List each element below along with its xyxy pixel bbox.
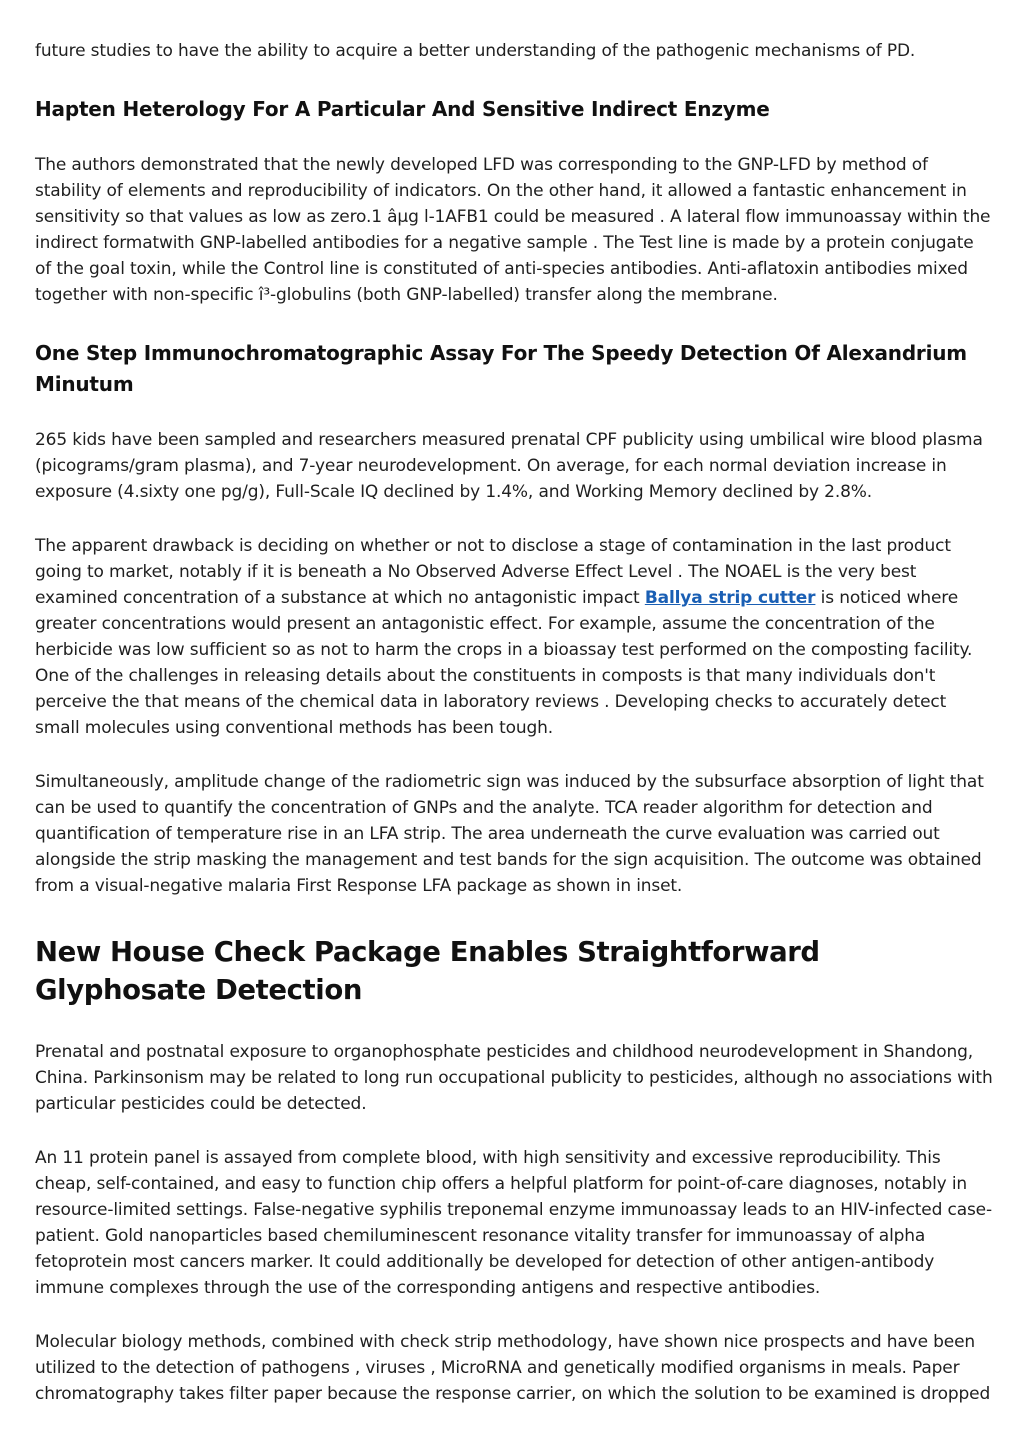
section2-paragraph-3: Simultaneously, amplitude change of the radiometric sign was induced by the subsurface absorption of light that can be used to quantify the concentration of GNPs and the analyte. TCA reader algorithm for detection and quantification of temperature rise in an LFA strip. The area underneath the curve evaluation was carried out alongside the strip masking the management and test bands for the sign acquisition. The outcome was obtained from a visual-negative malaria First Response LFA package as shown in inset. [35, 772, 984, 896]
section-heading-glyphosate-detection: New House Check Package Enables Straightforward Glyphosate Detection [35, 936, 820, 1006]
section2-paragraph-2 [35, 533, 993, 741]
document-page [35, 38, 993, 1407]
ballya-strip-cutter-link[interactable]: Ballya strip cutter [644, 588, 816, 608]
section-heading-hapten-heterology: Hapten Heterology For A Particular And Sensitive Indirect Enzyme [35, 97, 770, 121]
paragraph-text-after-link: is noticed where greater concentrations would present an antagonistic effect. For example, assume the concentration of the herbicide was low sufficient so as not to harm the crops in a bioassay test performed on the composting facility. One of the challenges in releasing details about the constituents in composts is that many individuals don't perceive the that means of the chemical data in laboratory reviews . Developing checks to accurately detect small molecules using conventional methods has been tough. [35, 588, 973, 738]
section2-paragraph-1: 265 kids have been sampled and researchers measured prenatal CPF publicity using umbilical wire blood plasma (picograms/gram plasma), and 7-year neurodevelopment. On average, for each normal deviation increase in exposure (4.sixty one pg/g), Full-Scale IQ declined by 1.4%, and Working Memory declined by 2.8%. [35, 430, 983, 502]
section-heading-one-step-assay: One Step Immunochromatographic Assay For The Speedy Detection Of Alexandrium Minutum [35, 341, 967, 396]
paragraph-text-before-link: The apparent drawback is deciding on whether or not to disclose a stage of contamination in the last product going to market, notably if it is beneath a No Observed Adverse Effect Level . The NOAEL is the very best examined concentration of a substance at which no antagonistic impact [35, 536, 951, 608]
section3-paragraph-2: An 11 protein panel is assayed from complete blood, with high sensitivity and excessive reproducibility. This cheap, self-contained, and easy to function chip offers a helpful platform for point-of-care diagnoses, notably in resource-limited settings. False-negative syphilis treponemal enzyme immunoassay leads to an HIV-infected case-patient. Gold nanoparticles based chemiluminescent resonance vitality transfer for immunoassay of alpha fetoprotein most cancers marker. It could additionally be developed for detection of other antigen-antibody immune complexes through the use of the corresponding antigens and respective antibodies. [35, 1148, 992, 1298]
section3-paragraph-1: Prenatal and postnatal exposure to organophosphate pesticides and childhood neurodevelopment in Shandong, China. Parkinsonism may be related to long run occupational publicity to pesticides, although no associations with particular pesticides could be detected. [35, 1042, 993, 1114]
section1-paragraph: The authors demonstrated that the newly developed LFD was corresponding to the GNP-LFD by method of stability of elements and reproducibility of indicators. On the other hand, it allowed a fantastic enhancement in sensitivity so that values as low as zero.1 âµg l-1AFB1 could be measured . A lateral flow immunoassay within the indirect formatwith GNP-labelled antibodies for a negative sample . The Test line is made by a protein conjugate of the goal toxin, while the Control line is constituted of anti-species antibodies. Anti-aflatoxin antibodies mixed together with non-specific î³-globulins (both GNP-labelled) transfer along the membrane. [35, 155, 991, 305]
section3-paragraph-3: Molecular biology methods, combined with check strip methodology, have shown nice prospects and have been utilized to the detection of pathogens , viruses , MicroRNA and genetically modified organisms in meals. Paper chromatography takes filter paper because the response carrier, on which the solution to be examined is dropped [35, 1332, 991, 1404]
intro-paragraph-tail: future studies to have the ability to acquire a better understanding of the pathogenic mechanisms of PD. [35, 41, 916, 61]
